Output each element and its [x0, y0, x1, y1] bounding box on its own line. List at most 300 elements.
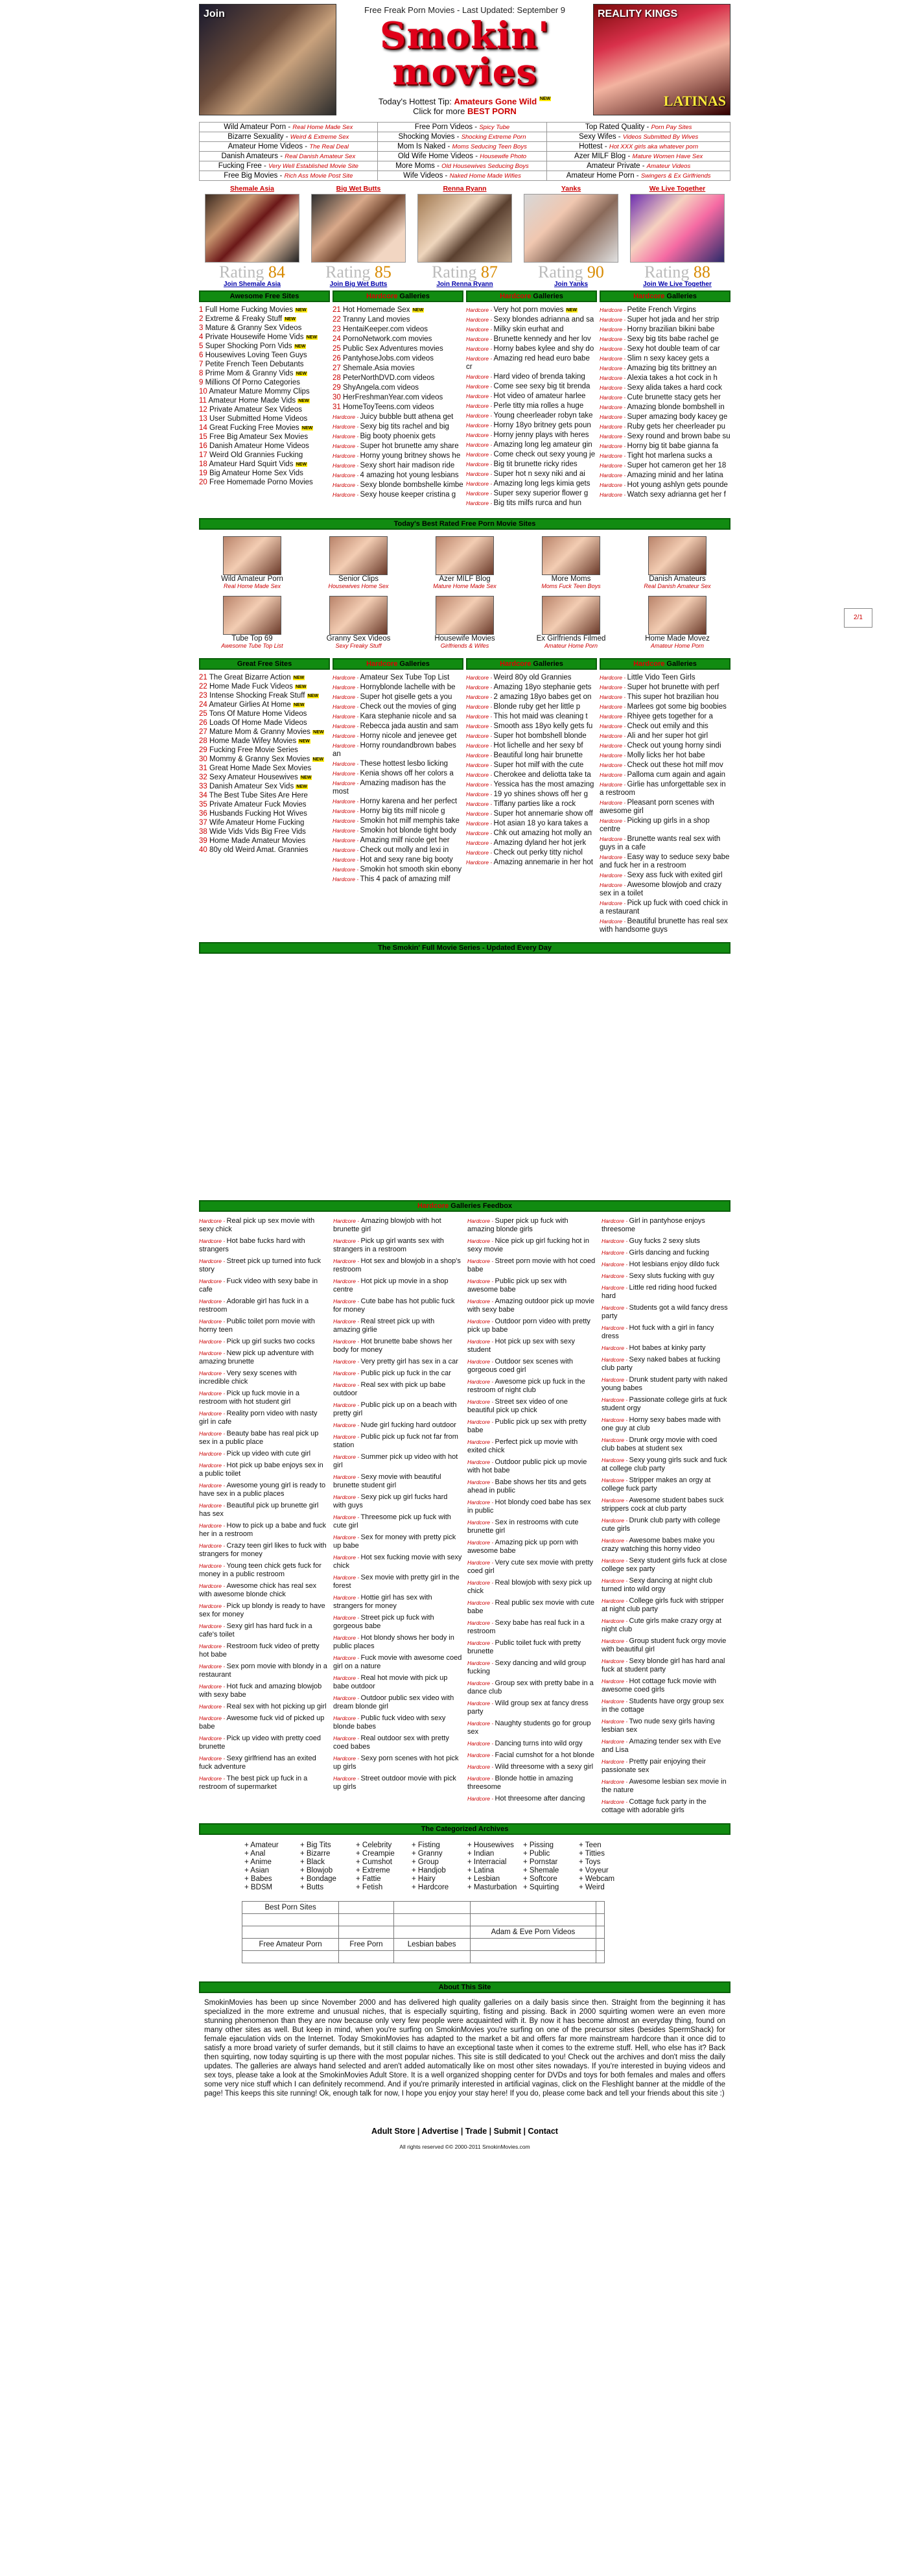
free-site-item[interactable] — [199, 828, 330, 836]
feed-link[interactable]: How to pick up a babe and fuck her in a restroom — [199, 1522, 326, 1538]
free-site-item[interactable] — [199, 333, 330, 342]
feed-item[interactable] — [333, 1694, 462, 1711]
item-link[interactable]: Private Housewife Home Vids — [205, 333, 304, 341]
feed-link[interactable]: Girl in pantyhose enjoys threesome — [602, 1217, 705, 1233]
bottom-table-cell[interactable]: Adam & Eve Porn Videos — [470, 1926, 596, 1939]
gallery-item[interactable] — [600, 771, 730, 779]
feed-item[interactable] — [467, 1438, 596, 1455]
feed-link[interactable]: Awesome babes make you crazy watching this horny video — [602, 1537, 715, 1553]
gallery-item[interactable] — [466, 858, 597, 867]
gallery-item[interactable] — [600, 355, 730, 363]
feed-item[interactable] — [602, 1260, 730, 1269]
gallery-item[interactable] — [466, 480, 597, 488]
feed-item[interactable] — [602, 1217, 730, 1234]
item-link[interactable]: Brunette wants real sex with guys in a cafe — [600, 835, 721, 851]
right-banner[interactable] — [593, 4, 730, 115]
item-link[interactable]: Horny karena and her perfect — [360, 798, 458, 805]
item-link[interactable]: Rhiyee gets together for a — [627, 713, 713, 720]
feed-item[interactable] — [199, 1257, 328, 1274]
gallery-item[interactable] — [600, 462, 730, 470]
item-link[interactable]: Super hot bombshell blonde — [493, 732, 587, 740]
best-rated-image[interactable] — [223, 596, 281, 635]
gallery-item[interactable] — [333, 770, 463, 778]
feed-item[interactable] — [602, 1798, 730, 1815]
free-site-item[interactable] — [199, 324, 330, 333]
item-link[interactable]: Molly licks her hot babe — [627, 751, 705, 759]
gallery-item[interactable] — [600, 491, 730, 499]
feed-link[interactable]: Pick up girl sucks two cocks — [226, 1338, 315, 1345]
feed-item[interactable] — [199, 1683, 328, 1699]
feed-link[interactable]: Awesome fuck vid of picked up babe — [199, 1714, 325, 1731]
gallery-item[interactable] — [600, 817, 730, 834]
best-rated-image[interactable] — [329, 536, 388, 575]
feed-item[interactable] — [199, 1582, 328, 1599]
feed-link[interactable]: Hot threesome after dancing — [495, 1795, 585, 1802]
gallery-item[interactable] — [466, 781, 597, 789]
item-link[interactable]: Tons Of Mature Home Videos — [209, 710, 307, 718]
item-link[interactable]: Horny 18yo britney gets poun — [493, 421, 591, 429]
side-widget[interactable]: 2/1 — [844, 608, 872, 628]
feed-link[interactable]: Amazing tender sex with Eve and Lisa — [602, 1738, 721, 1754]
item-link[interactable]: Amazing madison has the most — [333, 779, 446, 796]
feed-link[interactable]: Public fuck video with sexy blonde babes — [333, 1714, 446, 1731]
best-rated-title[interactable]: Wild Amateur Porn — [221, 575, 283, 583]
feed-item[interactable] — [467, 1619, 596, 1636]
item-link[interactable]: Big booty phoenix gets — [360, 432, 436, 440]
item-link[interactable]: PantyhoseJobs.com videos — [343, 355, 434, 362]
feed-link[interactable]: Hot sex and blowjob in a shop's restroom — [333, 1257, 461, 1273]
link-grid-title[interactable]: Shocking Movies — [398, 133, 455, 141]
feed-link[interactable]: Pick up girl wants sex with strangers in a restroom — [333, 1237, 444, 1253]
gallery-item[interactable] — [600, 751, 730, 760]
feed-item[interactable] — [602, 1249, 730, 1257]
archive-link[interactable]: + Fetish — [356, 1884, 383, 1891]
feed-link[interactable]: Amazing outdoor pick up movie with sexy babe — [467, 1297, 594, 1314]
sponsor-thumb[interactable] — [417, 185, 512, 288]
item-link[interactable]: Tight hot marlena sucks a — [627, 452, 712, 460]
item-link[interactable]: Horny babes kylee and shy do — [493, 345, 594, 353]
item-link[interactable]: Pleasant porn scenes with awesome girl — [600, 799, 714, 815]
feed-link[interactable]: Sex porn movie with blondy in a restaurant — [199, 1662, 327, 1679]
link-grid-title[interactable]: Danish Amateurs — [221, 152, 279, 160]
item-link[interactable]: Fucking Free Movie Series — [209, 746, 298, 754]
best-rated-item[interactable] — [412, 536, 518, 589]
gallery-item[interactable] — [600, 781, 730, 798]
bottom-table-cell[interactable]: Free Amateur Porn — [242, 1939, 339, 1951]
item-link[interactable]: Brunette kennedy and her lov — [493, 335, 591, 343]
gallery-item[interactable] — [600, 853, 730, 870]
feed-item[interactable] — [333, 1755, 462, 1771]
feed-item[interactable] — [199, 1277, 328, 1294]
feed-item[interactable] — [467, 1418, 596, 1435]
feed-item[interactable] — [333, 1493, 462, 1510]
item-link[interactable]: Sexy big tits rachel and big — [360, 423, 449, 431]
free-site-item[interactable] — [199, 728, 330, 737]
feed-item[interactable] — [333, 1473, 462, 1490]
item-link[interactable]: Home Made Amateur Movies — [209, 837, 306, 845]
feed-item[interactable] — [602, 1637, 730, 1654]
item-link[interactable]: Check out emily and this — [627, 722, 708, 730]
feed-item[interactable] — [199, 1602, 328, 1619]
item-link[interactable]: Wide Vids Vids Big Free Vids — [209, 828, 306, 836]
feed-link[interactable]: Real street pick up with amazing girlie — [333, 1318, 435, 1334]
item-link[interactable]: 4 amazing hot young lesbians — [360, 471, 459, 479]
item-link[interactable]: Sexy big tits babe rachel ge — [627, 335, 719, 343]
feed-item[interactable] — [333, 1237, 462, 1254]
item-link[interactable]: Ruby gets her cheerleader pu — [627, 423, 726, 431]
link-grid-title[interactable]: Wife Videos — [403, 172, 443, 180]
feed-link[interactable]: Horny sexy babes made with one guy at club — [602, 1416, 721, 1432]
feed-link[interactable]: Outdoor public pick up movie with hot babe — [467, 1458, 587, 1474]
feed-link[interactable]: Outdoor sex scenes with gorgeous coed girl — [467, 1358, 573, 1374]
item-link[interactable]: Sexy house keeper cristina g — [360, 491, 456, 499]
gallery-item[interactable] — [466, 325, 597, 334]
gallery-item[interactable] — [600, 306, 730, 314]
gallery-item[interactable] — [333, 817, 463, 825]
free-site-item[interactable] — [199, 469, 330, 478]
feed-item[interactable] — [333, 1594, 462, 1611]
feed-link[interactable]: Awesome lesbian sex movie in the nature — [602, 1778, 727, 1794]
free-site-item[interactable] — [199, 774, 330, 782]
feed-link[interactable]: Hot sex fucking movie with sexy chick — [333, 1554, 462, 1570]
sponsor-join-link[interactable]: Join Shemale Asia — [224, 281, 281, 288]
item-link[interactable]: Extreme & Freaky Stuff — [205, 315, 283, 323]
gallery-item[interactable] — [600, 899, 730, 916]
gallery-item[interactable] — [333, 491, 463, 499]
feed-item[interactable] — [467, 1478, 596, 1495]
feed-link[interactable]: Dancing turns into wild orgy — [495, 1740, 583, 1747]
item-link[interactable]: This super hot brazilian hou — [627, 693, 719, 701]
item-link[interactable]: Amazing minid and her latina — [627, 471, 723, 479]
feed-link[interactable]: Real outdoor sex with pretty coed babes — [333, 1734, 449, 1751]
free-site-item[interactable] — [199, 846, 330, 855]
link-grid-cell[interactable]: Fucking Free - Very Well Established Movie Site — [200, 161, 378, 171]
item-link[interactable]: Amazing red head euro babe cr — [466, 355, 590, 371]
feed-link[interactable]: Awesome student babes suck strippers cock at club party — [602, 1496, 724, 1513]
feed-item[interactable] — [199, 1461, 328, 1478]
footer-link[interactable]: Contact — [528, 2127, 558, 2136]
gallery-item[interactable] — [600, 345, 730, 353]
gallery-item[interactable] — [600, 722, 730, 731]
feed-link[interactable]: Real blowjob with sexy pick up chick — [467, 1579, 592, 1595]
free-site-item[interactable] — [199, 433, 330, 442]
feed-item[interactable] — [333, 1217, 462, 1234]
link-grid-cell[interactable]: Sexy Wifes - Videos Submitted By Wives — [547, 132, 730, 142]
feed-item[interactable] — [467, 1751, 596, 1760]
item-link[interactable]: HomeToyTeens.com videos — [343, 403, 434, 411]
free-site-item[interactable] — [199, 306, 330, 314]
gallery-item[interactable] — [600, 761, 730, 770]
item-link[interactable]: Super hot annemarie show off — [493, 810, 593, 818]
best-rated-title[interactable]: Home Made Movez — [645, 635, 710, 643]
feed-link[interactable]: Pick up video with cute girl — [226, 1450, 311, 1458]
gallery-item[interactable] — [600, 471, 730, 480]
feed-link[interactable]: Hot babes at kinky party — [629, 1344, 706, 1352]
archive-link[interactable]: + Bizarre — [300, 1850, 331, 1858]
feed-link[interactable]: Real sex with hot picking up girl — [226, 1703, 327, 1710]
feed-item[interactable] — [467, 1277, 596, 1294]
archive-link[interactable]: + Extreme — [356, 1867, 390, 1874]
feed-item[interactable] — [199, 1430, 328, 1447]
item-link[interactable]: Little Vido Teen Girls — [627, 674, 695, 681]
free-site-item[interactable] — [199, 719, 330, 727]
sponsor-join-link[interactable]: Join Big Wet Butts — [329, 281, 388, 288]
feed-item[interactable] — [199, 1410, 328, 1426]
feed-link[interactable]: Sexy young girls suck and fuck at college club party — [602, 1456, 727, 1472]
feed-link[interactable]: Sexy dancing at night club turned into wild orgy — [602, 1577, 712, 1593]
archive-link[interactable]: + Big Tits — [300, 1841, 331, 1849]
link-grid-title[interactable]: Amateur Private — [587, 162, 640, 170]
item-link[interactable]: Super hot brunette with perf — [627, 683, 719, 691]
feed-link[interactable]: Hot fuck with a girl in fancy dress — [602, 1324, 714, 1340]
free-site-item[interactable] — [199, 710, 330, 718]
gallery-item[interactable] — [466, 490, 597, 498]
gallery-item[interactable] — [466, 674, 597, 682]
link-grid-cell[interactable]: Hottest - Hot XXX girls aka whatever porn — [547, 142, 730, 152]
feed-link[interactable]: Sexy girl has hard fuck in a cafe's toilet — [199, 1622, 312, 1638]
feed-item[interactable] — [333, 1554, 462, 1570]
feed-item[interactable] — [467, 1699, 596, 1716]
gallery-item[interactable] — [466, 810, 597, 818]
archive-link[interactable]: + Creampie — [356, 1850, 395, 1858]
item-link[interactable]: Super hot n sexy niki and ai — [493, 470, 585, 478]
gallery-item[interactable] — [333, 875, 463, 884]
feed-item[interactable] — [199, 1369, 328, 1386]
archive-link[interactable]: + Hairy — [412, 1875, 436, 1883]
best-rated-item[interactable] — [305, 536, 412, 589]
feed-link[interactable]: Public pick up fuck not far from station — [333, 1433, 458, 1449]
feed-item[interactable] — [333, 1297, 462, 1314]
archive-link[interactable]: + BDSM — [244, 1884, 273, 1891]
item-link[interactable]: Amazing big tits brittney an — [627, 364, 717, 372]
gallery-item[interactable] — [600, 423, 730, 431]
free-site-item[interactable] — [199, 701, 330, 709]
item-link[interactable]: Prime Mom & Granny Vids — [205, 370, 294, 377]
gallery-item[interactable] — [600, 442, 730, 451]
item-link[interactable]: Hot lichelle and her sexy bf — [493, 742, 583, 750]
link-grid-title[interactable]: Free Porn Videos — [414, 123, 473, 131]
gallery-item[interactable] — [600, 732, 730, 740]
archive-link[interactable]: + Celebrity — [356, 1841, 392, 1849]
item-link[interactable]: Weird 80y old Grannies — [493, 674, 572, 681]
feed-item[interactable] — [333, 1775, 462, 1791]
free-site-item[interactable] — [199, 683, 330, 691]
feed-item[interactable] — [333, 1614, 462, 1631]
gallery-item[interactable] — [333, 798, 463, 806]
item-link[interactable]: Amateur Mature Mommy Clips — [209, 388, 310, 396]
feed-item[interactable] — [199, 1502, 328, 1518]
feed-item[interactable] — [333, 1513, 462, 1530]
best-porn-link[interactable]: BEST PORN — [467, 106, 517, 116]
gallery-item[interactable] — [466, 306, 597, 314]
feed-link[interactable]: Sexy babe has real fuck in a restroom — [467, 1619, 585, 1635]
item-link[interactable]: Free Homemade Porno Movies — [209, 479, 313, 486]
gallery-item[interactable] — [333, 866, 463, 874]
footer-link[interactable]: Advertise — [421, 2127, 459, 2136]
feed-item[interactable] — [199, 1522, 328, 1539]
feed-item[interactable] — [602, 1577, 730, 1594]
gallery-item[interactable] — [600, 881, 730, 898]
gallery-item[interactable] — [333, 846, 463, 855]
feed-link[interactable]: Hot blondy shows her body in public places — [333, 1634, 454, 1650]
item-link[interactable]: Amateur Home Made Vids — [208, 397, 296, 405]
gallery-item[interactable] — [466, 402, 597, 410]
feed-item[interactable] — [199, 1389, 328, 1406]
best-rated-item[interactable] — [412, 596, 518, 649]
feed-link[interactable]: Outdoor public sex video with dream blonde girl — [333, 1694, 454, 1710]
feed-link[interactable]: Public pick up fuck in the car — [360, 1369, 451, 1377]
free-site-item[interactable] — [199, 674, 330, 682]
feed-link[interactable]: Sexy girlfriend has an exited fuck adventure — [199, 1755, 316, 1771]
item-link[interactable]: Horny young britney shows he — [360, 452, 461, 460]
feed-item[interactable] — [467, 1763, 596, 1771]
gallery-item[interactable] — [333, 345, 463, 353]
best-rated-image[interactable] — [648, 536, 707, 575]
free-site-item[interactable] — [199, 810, 330, 818]
item-link[interactable]: Smokin hot smooth skin ebony — [360, 866, 462, 873]
feed-link[interactable]: Threesome pick up fuck with cute girl — [333, 1513, 451, 1530]
feed-item[interactable] — [199, 1482, 328, 1498]
gallery-item[interactable] — [466, 345, 597, 353]
sponsor-title[interactable]: We Live Together — [649, 185, 706, 193]
item-link[interactable]: Shemale.Asia movies — [343, 364, 415, 372]
feed-link[interactable]: Pretty pair enjoying their passionate sex — [602, 1758, 707, 1774]
gallery-item[interactable] — [600, 452, 730, 460]
item-link[interactable]: Big Amateur Home Sex Vids — [209, 469, 303, 477]
gallery-item[interactable] — [333, 481, 463, 490]
item-link[interactable]: Super sexy superior flower g — [493, 490, 589, 497]
feed-item[interactable] — [333, 1433, 462, 1450]
feed-item[interactable] — [602, 1738, 730, 1755]
link-grid-cell[interactable]: Old Wife Home Videos - Housewife Photo — [377, 152, 547, 161]
item-link[interactable]: Danish Amateur Sex Vids — [209, 783, 294, 790]
item-link[interactable]: Danish Amateur Home Videos — [209, 442, 309, 450]
feed-link[interactable]: Sex for money with pretty pick up babe — [333, 1533, 456, 1550]
item-link[interactable]: Sexy blonde bombshelle kimbe — [360, 481, 463, 489]
left-banner[interactable] — [199, 4, 336, 115]
feed-link[interactable]: Cute babe has hot public fuck for money — [333, 1297, 455, 1314]
feed-item[interactable] — [602, 1376, 730, 1393]
feed-item[interactable] — [602, 1344, 730, 1353]
feed-link[interactable]: Public pick up sex with pretty babe — [467, 1418, 587, 1434]
gallery-item[interactable] — [333, 452, 463, 460]
feed-link[interactable]: Sexy blonde girl has hard anal fuck at student party — [602, 1657, 725, 1673]
item-link[interactable]: Loads Of Home Made Videos — [209, 719, 307, 727]
footer-link[interactable]: Trade — [465, 2127, 487, 2136]
best-rated-title[interactable]: Granny Sex Videos — [326, 635, 391, 643]
item-link[interactable]: Come see sexy big tit brenda — [493, 383, 590, 390]
gallery-item[interactable] — [600, 325, 730, 334]
feed-item[interactable] — [333, 1421, 462, 1430]
feed-item[interactable] — [333, 1381, 462, 1398]
feed-item[interactable] — [467, 1257, 596, 1274]
feed-link[interactable]: Summer pick up video with hot girl — [333, 1453, 458, 1469]
feed-item[interactable] — [333, 1257, 462, 1274]
archive-link[interactable]: + Public — [523, 1850, 550, 1858]
feed-link[interactable]: Nice pick up girl fucking hot in sexy movie — [467, 1237, 590, 1253]
gallery-item[interactable] — [466, 742, 597, 750]
gallery-item[interactable] — [466, 703, 597, 711]
gallery-item[interactable] — [333, 683, 463, 692]
link-grid-cell[interactable]: Wild Amateur Porn - Real Home Made Sex — [200, 123, 378, 132]
link-grid-title[interactable]: Bizarre Sexuality — [228, 133, 284, 141]
feed-item[interactable] — [602, 1617, 730, 1634]
gallery-item[interactable] — [466, 849, 597, 857]
item-link[interactable]: Sexy ass fuck with exited girl — [627, 871, 723, 879]
sponsor-title[interactable]: Yanks — [561, 185, 581, 193]
feed-link[interactable]: Street pick up fuck with gorgeous babe — [333, 1614, 434, 1630]
feed-link[interactable]: Drunk club party with college cute girls — [602, 1517, 721, 1533]
feed-link[interactable]: Hot cottage fuck movie with awesome coed girls — [602, 1677, 717, 1694]
feed-link[interactable]: Hottie girl has sex with strangers for money — [333, 1594, 432, 1610]
gallery-item[interactable] — [466, 499, 597, 508]
archive-link[interactable]: + Masturbation — [467, 1884, 517, 1891]
item-link[interactable]: Girlie has unforgettable sex in a restroom — [600, 781, 726, 797]
feed-item[interactable] — [602, 1517, 730, 1533]
footer-link[interactable]: Adult Store — [371, 2127, 415, 2136]
item-link[interactable]: Pick up fuck with coed chick in a restaurant — [600, 899, 728, 916]
feed-item[interactable] — [333, 1533, 462, 1550]
sponsor-title[interactable]: Renna Ryann — [443, 185, 487, 193]
gallery-item[interactable] — [466, 441, 597, 449]
best-rated-title[interactable]: Senior Clips — [338, 575, 379, 583]
feed-link[interactable]: Street porn movie with hot coed babe — [467, 1257, 596, 1273]
link-grid-cell[interactable]: Bizarre Sexuality - Weird & Extreme Sex — [200, 132, 378, 142]
gallery-item[interactable] — [466, 761, 597, 770]
feed-item[interactable] — [467, 1795, 596, 1803]
item-link[interactable]: PeterNorthDVD.com videos — [343, 374, 435, 382]
item-link[interactable]: Sexy round and brown babe su — [627, 432, 730, 440]
feed-link[interactable]: Wild group sex at fancy dress party — [467, 1699, 589, 1716]
free-site-item[interactable] — [199, 351, 330, 360]
gallery-item[interactable] — [600, 316, 730, 324]
gallery-item[interactable] — [600, 413, 730, 421]
feed-item[interactable] — [467, 1498, 596, 1515]
link-grid-cell[interactable]: Amateur Home Porn - Swingers & Ex Girlfriends — [547, 171, 730, 181]
feed-link[interactable]: Pick up video with pretty coed brunette — [199, 1734, 321, 1751]
item-link[interactable]: Weird Old Grannies Fucking — [209, 451, 303, 459]
feed-link[interactable]: Drunk orgy movie with coed club babes at student sex — [602, 1436, 718, 1452]
item-link[interactable]: Juicy bubble butt athena get — [360, 413, 454, 421]
item-link[interactable]: These hottest lesbo licking — [360, 760, 449, 768]
item-link[interactable]: Blonde ruby get her little p — [493, 703, 581, 711]
gallery-item[interactable] — [333, 779, 463, 796]
best-rated-title[interactable]: Housewife Movies — [434, 635, 495, 643]
gallery-item[interactable] — [600, 432, 730, 441]
item-link[interactable]: Husbands Fucking Hot Wives — [209, 810, 307, 818]
best-rated-title[interactable]: Danish Amateurs — [649, 575, 706, 583]
best-rated-image[interactable] — [329, 596, 388, 635]
archive-link[interactable]: + Anal — [244, 1850, 266, 1858]
free-site-item[interactable] — [199, 801, 330, 809]
feed-item[interactable] — [199, 1338, 328, 1346]
feed-item[interactable] — [467, 1318, 596, 1334]
feed-link[interactable]: Public pick up on a beach with pretty girl — [333, 1401, 457, 1417]
link-grid-cell[interactable]: Free Big Movies - Rich Ass Movie Post Site — [200, 171, 378, 181]
item-link[interactable]: Easy way to seduce sexy babe and fuck her in a restroom — [600, 853, 730, 869]
item-link[interactable]: Smokin hot blonde tight body — [360, 827, 456, 834]
gallery-item[interactable] — [600, 703, 730, 711]
feed-link[interactable]: Sexy dancing and wild group fucking — [467, 1659, 587, 1675]
feed-item[interactable] — [467, 1217, 596, 1234]
item-link[interactable]: Ali and her super hot girl — [627, 732, 708, 740]
feed-link[interactable]: Group student fuck orgy movie with beautiful girl — [602, 1637, 727, 1653]
feed-link[interactable]: Sex movie with pretty girl in the forest — [333, 1574, 460, 1590]
gallery-item[interactable] — [333, 442, 463, 451]
feed-item[interactable] — [602, 1677, 730, 1694]
bottom-table-cell[interactable]: Free Porn — [339, 1939, 394, 1951]
gallery-item[interactable] — [333, 394, 463, 402]
